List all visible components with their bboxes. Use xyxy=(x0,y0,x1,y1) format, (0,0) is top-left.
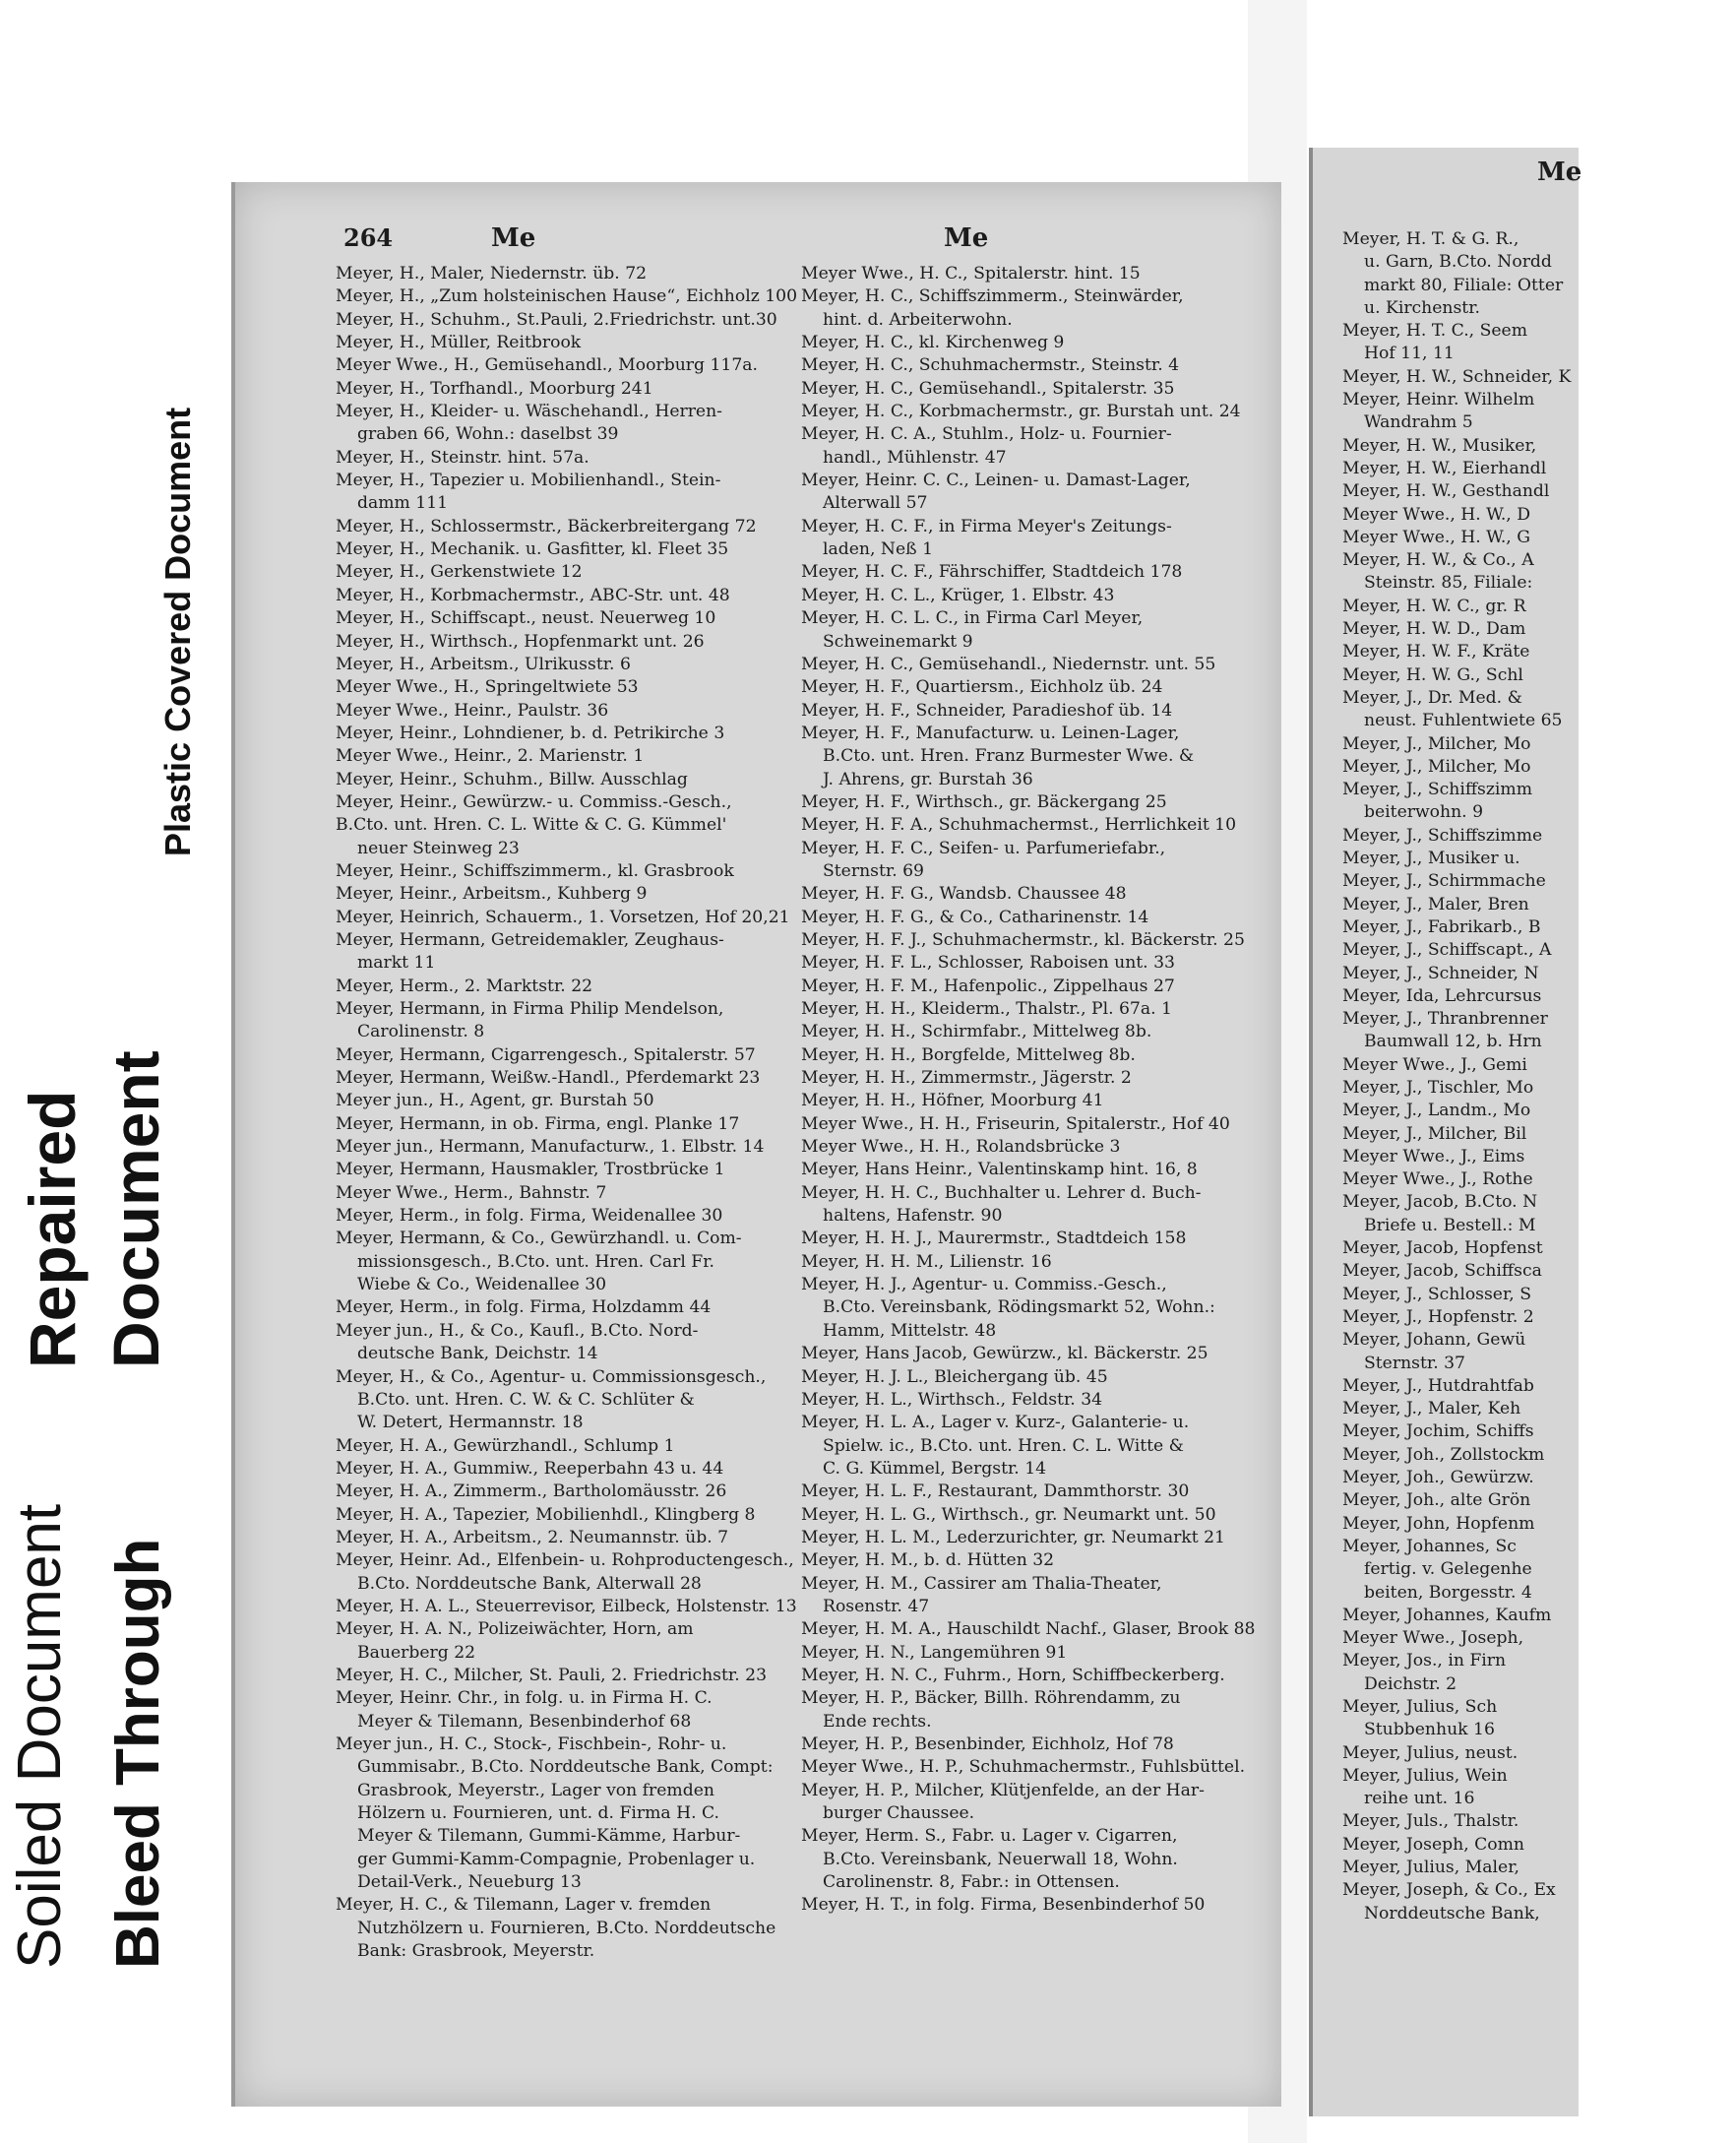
entry-continuation-line: missionsgesch., B.Cto. unt. Hren. Carl Fr. xyxy=(357,1251,715,1272)
directory-entry-line: Meyer, J., Schiffszimm xyxy=(1342,780,1532,800)
directory-entry-line: Meyer jun., H. C., Stock-, Fischbein-, Rohr- u. xyxy=(336,1734,727,1754)
entry-continuation-line: laden, Neß 1 xyxy=(823,539,934,560)
directory-entry-line: Meyer, H. F., Wirthsch., gr. Bäckergang 25 xyxy=(801,791,1167,812)
directory-entry-line: Meyer, Herm. S., Fabr. u. Lager v. Cigarren, xyxy=(801,1826,1178,1847)
entry-continuation-line: neuer Steinweg 23 xyxy=(357,838,520,858)
entry-continuation-line: Carolinenstr. 8, Fabr.: in Ottensen. xyxy=(823,1872,1120,1893)
entry-continuation-line: Rosenstr. 47 xyxy=(823,1596,930,1616)
directory-column-left xyxy=(336,263,798,1963)
entry-continuation-line: B.Cto. unt. Hren. Franz Burmester Wwe. & xyxy=(823,746,1195,767)
directory-entry-line: Meyer Wwe., Joseph, xyxy=(1342,1628,1524,1649)
entry-continuation-line: Spielw. ic., B.Cto. unt. Hren. C. L. Witte & xyxy=(823,1435,1184,1456)
directory-entry-line: Meyer, H. C. L., Krüger, 1. Elbstr. 43 xyxy=(801,585,1115,605)
directory-entry-line: Meyer, J., Milcher, Mo xyxy=(1342,756,1531,777)
entry-continuation-line: Sternstr. 37 xyxy=(1364,1353,1465,1373)
entry-continuation-line: graben 66, Wohn.: daselbst 39 xyxy=(357,424,619,445)
label-soiled-document: Soiled Document xyxy=(6,1503,74,1969)
directory-entry-line: Meyer, H. N., Langemühren 91 xyxy=(801,1642,1068,1663)
directory-entry-line: Meyer, H. C., Schiffszimmerm., Steinwärder, xyxy=(801,286,1184,307)
directory-entry-line: Meyer, H., Steinstr. hint. 57a. xyxy=(336,447,589,468)
directory-entry-line: Meyer, H. L. G., Wirthsch., gr. Neumarkt unt. 50 xyxy=(801,1504,1216,1525)
entry-continuation-line: W. Detert, Hermannstr. 18 xyxy=(357,1413,584,1433)
running-head-left: Me xyxy=(491,223,536,253)
entry-continuation-line: markt 80, Filiale: Otter xyxy=(1364,275,1564,295)
directory-entry-line: Meyer, Johann, Gewü xyxy=(1342,1330,1526,1351)
directory-entry-line: Meyer, Joseph, Comn xyxy=(1342,1834,1524,1855)
entry-continuation-line: J. Ahrens, gr. Burstah 36 xyxy=(823,769,1033,789)
scanned-page-right-partial xyxy=(1309,148,1582,2116)
directory-entry-line: Meyer, H. M. A., Hauschildt Nachf., Glaser, Brook 88 xyxy=(801,1619,1256,1640)
directory-entry-line: Meyer, Hermann, Weißw.-Handl., Pferdemarkt 23 xyxy=(336,1068,761,1089)
running-head-next-page: Me xyxy=(1537,158,1582,187)
directory-entry-line: Meyer, Hans Jacob, Gewürzw., kl. Bäckerstr. 25 xyxy=(801,1344,1209,1364)
directory-entry-line: Meyer, Ida, Lehrcursus xyxy=(1342,985,1542,1006)
directory-entry-line: Meyer, H. F., Schneider, Paradieshof üb. 14 xyxy=(801,700,1173,721)
directory-entry-line: Meyer, H. A. N., Polizeiwächter, Horn, am xyxy=(336,1619,694,1640)
directory-entry-line: Meyer, Herm., in folg. Firma, Weidenallee 30 xyxy=(336,1206,723,1227)
directory-entry-line: Meyer, Jacob, Schiffsca xyxy=(1342,1261,1542,1282)
entry-continuation-line: reihe unt. 16 xyxy=(1364,1789,1475,1809)
entry-continuation-line: Baumwall 12, b. Hrn xyxy=(1364,1032,1542,1052)
directory-entry-line: Meyer, Herm., in folg. Firma, Holzdamm 44 xyxy=(336,1297,712,1318)
directory-entry-line: Meyer, Johannes, Kaufm xyxy=(1342,1605,1552,1625)
entry-continuation-line: u. Garn, B.Cto. Nordd xyxy=(1364,252,1552,273)
directory-entry-line: Meyer, H., Schlossermstr., Bäckerbreitergang 72 xyxy=(336,516,757,536)
directory-entry-line: Meyer, H. F. M., Hafenpolic., Zippelhaus 27 xyxy=(801,976,1175,996)
directory-entry-line: Meyer, Joh., Zollstockm xyxy=(1342,1444,1545,1465)
directory-entry-line: B.Cto. unt. Hren. C. L. Witte & C. G. Kümmel' xyxy=(336,815,727,836)
entry-continuation-line: Schweinemarkt 9 xyxy=(823,631,973,652)
directory-entry-line: Meyer, Joh., alte Grön xyxy=(1342,1490,1531,1511)
directory-entry-line: Meyer, H. C., Korbmachermstr., gr. Burstah unt. 24 xyxy=(801,402,1241,422)
directory-entry-line: Meyer, Hans Heinr., Valentinskamp hint. 16, 8 xyxy=(801,1160,1198,1180)
directory-entry-line: Meyer, Heinr., Schiffszimmerm., kl. Grasbrook xyxy=(336,860,734,881)
entry-continuation-line: C. G. Kümmel, Bergstr. 14 xyxy=(823,1458,1047,1479)
directory-entry-line: Meyer, H. C., Schuhmachermstr., Steinstr. 4 xyxy=(801,355,1180,376)
directory-entry-line: Meyer, H. W. G., Schl xyxy=(1342,664,1523,685)
label-repaired-document: Document xyxy=(99,1050,172,1368)
directory-entry-line: Meyer, H. H., Kleiderm., Thalstr., Pl. 67a. 1 xyxy=(801,999,1172,1019)
directory-entry-line: Meyer, H., Mechanik. u. Gasfitter, kl. Fleet 35 xyxy=(336,539,729,560)
directory-entry-line: Meyer, H. F. C., Seifen- u. Parfumeriefabr., xyxy=(801,838,1166,858)
directory-entry-line: Meyer, H. F. G., Wandsb. Chaussee 48 xyxy=(801,884,1127,905)
directory-column-next-page xyxy=(1342,228,1736,1925)
entry-continuation-line: Stubbenhuk 16 xyxy=(1364,1720,1495,1740)
directory-entry-line: Meyer, H. P., Besenbinder, Eichholz, Hof 78 xyxy=(801,1734,1174,1754)
directory-entry-line: Meyer, J., Hopfenstr. 2 xyxy=(1342,1306,1534,1327)
entry-continuation-line: Carolinenstr. 8 xyxy=(357,1022,485,1042)
directory-entry-line: Meyer Wwe., H. W., D xyxy=(1342,504,1531,525)
directory-entry-line: Meyer, H. F., Manufacturw. u. Leinen-Lager, xyxy=(801,723,1180,743)
entry-continuation-line: Sternstr. 69 xyxy=(823,860,924,881)
entry-continuation-line: Steinstr. 85, Filiale: xyxy=(1364,573,1533,594)
directory-entry-line: Meyer, J., Maler, Bren xyxy=(1342,894,1529,914)
entry-continuation-line: Deichstr. 2 xyxy=(1364,1673,1457,1694)
entry-continuation-line: Bank: Grasbrook, Meyerstr. xyxy=(357,1941,595,1962)
directory-entry-line: Meyer, Heinr. Ad., Elfenbein- u. Rohproductengesch., xyxy=(336,1550,794,1571)
directory-entry-line: Meyer jun., Hermann, Manufacturw., 1. Elbstr. 14 xyxy=(336,1137,765,1158)
directory-entry-line: Meyer, H. A., Zimmerm., Bartholomäusstr. 26 xyxy=(336,1481,727,1502)
directory-entry-line: Meyer, H. H., Borgfelde, Mittelweg 8b. xyxy=(801,1044,1136,1065)
entry-continuation-line: Norddeutsche Bank, xyxy=(1364,1903,1540,1923)
directory-entry-line: Meyer, H. W., Schneider, K xyxy=(1342,366,1572,387)
directory-entry-line: Meyer, H. F. A., Schuhmachermst., Herrlichkeit 10 xyxy=(801,815,1237,836)
directory-entry-line: Meyer jun., H., & Co., Kaufl., B.Cto. Nord- xyxy=(336,1320,699,1341)
directory-entry-line: Meyer, H. W., & Co., A xyxy=(1342,550,1534,571)
directory-entry-line: Meyer, H. L. A., Lager v. Kurz-, Galanterie- u. xyxy=(801,1413,1190,1433)
directory-entry-line: Meyer, Heinr., Gewürzw.- u. Commiss.-Gesch., xyxy=(336,791,732,812)
directory-entry-line: Meyer Wwe., H. W., G xyxy=(1342,527,1530,547)
directory-entry-line: Meyer, Heinrich, Schauerm., 1. Vorsetzen, Hof 20,21 xyxy=(336,907,790,927)
entry-continuation-line: B.Cto. Norddeutsche Bank, Alterwall 28 xyxy=(357,1573,702,1594)
entry-continuation-line: Grasbrook, Meyerstr., Lager von fremden xyxy=(357,1780,714,1800)
directory-entry-line: Meyer, J., Hutdrahtfab xyxy=(1342,1375,1534,1396)
entry-continuation-line: B.Cto. unt. Hren. C. W. & C. Schlüter & xyxy=(357,1389,695,1410)
directory-entry-line: Meyer, H. H., Höfner, Moorburg 41 xyxy=(801,1091,1104,1111)
directory-entry-line: Meyer, Heinr. Wilhelm xyxy=(1342,390,1535,410)
directory-entry-line: Meyer, J., Schiffscapt., A xyxy=(1342,940,1552,961)
directory-entry-line: Meyer, H. W., Gesthandl xyxy=(1342,481,1550,502)
directory-entry-line: Meyer Wwe., Heinr., Paulstr. 36 xyxy=(336,700,609,721)
directory-entry-line: Meyer, H., Müller, Reitbrook xyxy=(336,333,582,353)
directory-entry-line: Meyer, H. W., Musiker, xyxy=(1342,435,1537,456)
directory-entry-line: Meyer, H. J., Agentur- u. Commiss.-Gesch., xyxy=(801,1275,1167,1295)
directory-entry-line: Meyer Wwe., Herm., Bahnstr. 7 xyxy=(336,1182,607,1203)
entry-continuation-line: handl., Mühlenstr. 47 xyxy=(823,447,1007,468)
directory-entry-line: Meyer, H., & Co., Agentur- u. Commissionsgesch., xyxy=(336,1366,767,1387)
page2-content xyxy=(1342,228,1736,1925)
directory-entry-line: Meyer Wwe., J., Rothe xyxy=(1342,1169,1533,1190)
directory-entry-line: Meyer, Heinr. Chr., in folg. u. in Firma H. C. xyxy=(336,1688,713,1709)
directory-entry-line: Meyer, J., Dr. Med. & xyxy=(1342,687,1522,708)
directory-entry-line: Meyer Wwe., H., Gemüsehandl., Moorburg 117a. xyxy=(336,355,758,376)
directory-entry-line: Meyer, H. W., Eierhandl xyxy=(1342,458,1547,478)
directory-entry-line: Meyer, H. H., Zimmermstr., Jägerstr. 2 xyxy=(801,1068,1132,1089)
directory-entry-line: Meyer, Jos., in Firn xyxy=(1342,1651,1507,1671)
condition-labels-panel xyxy=(0,0,231,2143)
entry-continuation-line: Alterwall 57 xyxy=(823,493,928,514)
directory-entry-line: Meyer, H. A., Gewürzhandl., Schlump 1 xyxy=(336,1435,675,1456)
directory-entry-line: Meyer, H. F., Quartiersm., Eichholz üb. 24 xyxy=(801,677,1163,698)
directory-entry-line: Meyer, J., Schlosser, S xyxy=(1342,1284,1532,1304)
directory-entry-line: Meyer, H. C. F., Fährschiffer, Stadtdeich 178 xyxy=(801,562,1183,583)
directory-entry-line: Meyer, H. H. M., Lilienstr. 16 xyxy=(801,1251,1052,1272)
entry-continuation-line: Nutzhölzern u. Fournieren, B.Cto. Norddeutsche xyxy=(357,1918,776,1938)
directory-entry-line: Meyer, J., Milcher, Bil xyxy=(1342,1123,1527,1144)
directory-entry-line: Meyer, H. A., Tapezier, Mobilienhdl., Klingberg 8 xyxy=(336,1504,756,1525)
entry-continuation-line: Meyer & Tilemann, Besenbinderhof 68 xyxy=(357,1711,692,1732)
directory-entry-line: Meyer, H. C., Gemüsehandl., Spitalerstr. 35 xyxy=(801,378,1175,399)
directory-entry-line: Meyer, H. J. L., Bleichergang üb. 45 xyxy=(801,1366,1108,1387)
entry-continuation-line: Gummisabr., B.Cto. Norddeutsche Bank, Compt: xyxy=(357,1757,774,1778)
directory-entry-line: Meyer, John, Hopfenm xyxy=(1342,1513,1535,1534)
directory-entry-line: Meyer Wwe., H. P., Schuhmachermstr., Fuhlsbüttel. xyxy=(801,1757,1246,1778)
directory-entry-line: Meyer, Julius, neust. xyxy=(1342,1742,1519,1763)
directory-entry-line: Meyer, H. A., Arbeitsm., 2. Neumannstr. üb. 7 xyxy=(336,1527,729,1547)
directory-entry-line: Meyer, H. M., b. d. Hütten 32 xyxy=(801,1550,1055,1571)
directory-entry-line: Meyer, H. H. C., Buchhalter u. Lehrer d. Buch- xyxy=(801,1182,1202,1203)
directory-entry-line: Meyer, Hermann, Getreidemakler, Zeughaus- xyxy=(336,929,724,950)
scanned-page-left xyxy=(231,182,1281,2107)
entry-continuation-line: ger Gummi-Kamm-Compagnie, Probenlager u. xyxy=(357,1849,756,1869)
entry-continuation-line: deutsche Bank, Deichstr. 14 xyxy=(357,1344,598,1364)
directory-entry-line: Meyer, J., Maler, Keh xyxy=(1342,1399,1521,1419)
directory-entry-line: Meyer, J., Tischler, Mo xyxy=(1342,1077,1534,1098)
directory-entry-line: Meyer, Heinr., Lohndiener, b. d. Petrikirche 3 xyxy=(336,723,725,743)
directory-entry-line: Meyer, H., Tapezier u. Mobilienhandl., Stein- xyxy=(336,471,721,491)
entry-continuation-line: Bauerberg 22 xyxy=(357,1642,476,1663)
directory-entry-line: Meyer, H. C., & Tilemann, Lager v. fremden xyxy=(336,1895,712,1916)
entry-continuation-line: neust. Fuhlentwiete 65 xyxy=(1364,711,1563,731)
directory-entry-line: Meyer, Hermann, Hausmakler, Trostbrücke 1 xyxy=(336,1160,725,1180)
entry-continuation-line: u. Kirchenstr. xyxy=(1364,297,1481,318)
directory-entry-line: Meyer, H. L., Wirthsch., Feldstr. 34 xyxy=(801,1389,1103,1410)
entry-continuation-line: beiten, Borgesstr. 4 xyxy=(1364,1582,1532,1603)
directory-entry-line: Meyer, Joseph, & Co., Ex xyxy=(1342,1880,1556,1901)
directory-entry-line: Meyer, J., Fabrikarb., B xyxy=(1342,916,1541,937)
directory-entry-line: Meyer, Joh., Gewürzw. xyxy=(1342,1468,1534,1488)
directory-entry-line: Meyer, H., Maler, Niedernstr. üb. 72 xyxy=(336,264,648,284)
directory-entry-line: Meyer Wwe., H. C., Spitalerstr. hint. 15 xyxy=(801,264,1141,284)
directory-entry-line: Meyer, H. M., Cassirer am Thalia-Theater, xyxy=(801,1573,1162,1594)
directory-entry-line: Meyer, Johannes, Sc xyxy=(1342,1536,1517,1556)
directory-entry-line: Meyer, Heinr., Arbeitsm., Kuhberg 9 xyxy=(336,884,648,905)
directory-entry-line: Meyer, H. C. A., Stuhlm., Holz- u. Fournier- xyxy=(801,424,1172,445)
directory-entry-line: Meyer Wwe., Heinr., 2. Marienstr. 1 xyxy=(336,746,645,767)
label-plastic-covered: Plastic Covered Document xyxy=(157,407,198,856)
entry-continuation-line: markt 11 xyxy=(357,953,436,974)
directory-entry-line: Meyer, H., Wirthsch., Hopfenmarkt unt. 26 xyxy=(336,631,705,652)
directory-entry-line: Meyer, Julius, Sch xyxy=(1342,1697,1498,1717)
directory-entry-line: Meyer, Hermann, in ob. Firma, engl. Planke 17 xyxy=(336,1113,740,1134)
directory-entry-line: Meyer, Jacob, Hopfenst xyxy=(1342,1238,1543,1259)
directory-entry-line: Meyer, H. N. C., Fuhrm., Horn, Schiffbeckerberg. xyxy=(801,1665,1225,1685)
directory-entry-line: Meyer, H. P., Milcher, Klütjenfelde, an der Har- xyxy=(801,1780,1205,1800)
directory-entry-line: Meyer, H., Schuhm., St.Pauli, 2.Friedrichstr. unt.30 xyxy=(336,309,777,330)
directory-entry-line: Meyer, Jacob, B.Cto. N xyxy=(1342,1192,1538,1213)
directory-entry-line: Meyer, H. T., in folg. Firma, Besenbinderhof 50 xyxy=(801,1895,1206,1916)
entry-continuation-line: burger Chaussee. xyxy=(823,1803,975,1824)
entry-continuation-line: Briefe u. Bestell.: M xyxy=(1364,1215,1536,1235)
directory-entry-line: Meyer Wwe., J., Eims xyxy=(1342,1146,1525,1166)
entry-continuation-line: Hof 11, 11 xyxy=(1364,344,1455,364)
directory-entry-line: Meyer, Heinr. C. C., Leinen- u. Damast-Lager, xyxy=(801,471,1191,491)
directory-entry-line: Meyer, H. C. L. C., in Firma Carl Meyer, xyxy=(801,608,1144,629)
running-head-right: Me xyxy=(944,223,989,253)
directory-column-right xyxy=(801,263,1259,1918)
entry-continuation-line: fertig. v. Gelegenhe xyxy=(1364,1559,1532,1580)
entry-continuation-line: Ende rechts. xyxy=(823,1711,932,1732)
directory-entry-line: Meyer, H. A., Gummiw., Reeperbahn 43 u. 44 xyxy=(336,1458,724,1479)
entry-continuation-line: hint. d. Arbeiterwohn. xyxy=(823,309,1013,330)
directory-entry-line: Meyer, H. L. M., Lederzurichter, gr. Neumarkt 21 xyxy=(801,1527,1225,1547)
directory-entry-line: Meyer, J., Thranbrenner xyxy=(1342,1009,1548,1030)
directory-entry-line: Meyer Wwe., J., Gemi xyxy=(1342,1054,1527,1075)
directory-entry-line: Meyer, H. C., kl. Kirchenweg 9 xyxy=(801,333,1065,353)
directory-entry-line: Meyer, H., Gerkenstwiete 12 xyxy=(336,562,583,583)
directory-entry-line: Meyer, J., Milcher, Mo xyxy=(1342,733,1531,754)
directory-entry-line: Meyer, H. A. L., Steuerrevisor, Eilbeck, Holstenstr. 13 xyxy=(336,1596,797,1616)
directory-entry-line: Meyer, H. L. F., Restaurant, Dammthorstr. 30 xyxy=(801,1481,1190,1502)
entry-continuation-line: Hamm, Mittelstr. 48 xyxy=(823,1320,997,1341)
directory-entry-line: Meyer, H. C., Gemüsehandl., Niedernstr. unt. 55 xyxy=(801,654,1216,674)
entry-continuation-line: Hölzern u. Fournieren, unt. d. Firma H. C. xyxy=(357,1803,720,1824)
directory-entry-line: Meyer, H. W. D., Dam xyxy=(1342,619,1526,640)
directory-entry-line: Meyer, H. H. J., Maurermstr., Stadtdeich 158 xyxy=(801,1229,1187,1249)
directory-entry-line: Meyer, H., „Zum holsteinischen Hause“, Eichholz 100 xyxy=(336,286,798,307)
directory-entry-line: Meyer, H., Torfhandl., Moorburg 241 xyxy=(336,378,653,399)
directory-entry-line: Meyer, Juls., Thalstr. xyxy=(1342,1811,1519,1832)
label-bleed-through: Bleed Through xyxy=(104,1538,172,1969)
directory-entry-line: Meyer, H., Kleider- u. Wäschehandl., Herren- xyxy=(336,402,722,422)
directory-entry-line: Meyer, J., Schneider, N xyxy=(1342,963,1539,983)
directory-entry-line: Meyer Wwe., H. H., Friseurin, Spitalerstr., Hof 40 xyxy=(801,1113,1230,1134)
directory-entry-line: Meyer, H., Arbeitsm., Ulrikusstr. 6 xyxy=(336,654,631,674)
directory-entry-line: Meyer, H. H., Schirmfabr., Mittelweg 8b. xyxy=(801,1022,1152,1042)
directory-entry-line: Meyer, H. W. C., gr. R xyxy=(1342,596,1526,616)
directory-entry-line: Meyer, H. C. F., in Firma Meyer's Zeitungs- xyxy=(801,516,1172,536)
directory-entry-line: Meyer, Julius, Wein xyxy=(1342,1765,1508,1786)
directory-entry-line: Meyer, J., Schiffszimme xyxy=(1342,825,1543,846)
directory-entry-line: Meyer, Julius, Maler, xyxy=(1342,1858,1519,1878)
entry-continuation-line: Meyer & Tilemann, Gummi-Kämme, Harbur- xyxy=(357,1826,741,1847)
directory-entry-line: Meyer Wwe., H., Springeltwiete 53 xyxy=(336,677,639,698)
directory-entry-line: Meyer, Jochim, Schiffs xyxy=(1342,1421,1534,1442)
entry-continuation-line: B.Cto. Vereinsbank, Rödingsmarkt 52, Wohn.: xyxy=(823,1297,1215,1318)
directory-entry-line: Meyer, J., Schirmmache xyxy=(1342,871,1546,892)
directory-entry-line: Meyer, H. F. J., Schuhmachermstr., kl. Bäckerstr. 25 xyxy=(801,929,1245,950)
page-content xyxy=(336,223,1256,1962)
entry-continuation-line: Detail-Verk., Neueburg 13 xyxy=(357,1872,582,1893)
directory-entry-line: Meyer Wwe., H. H., Rolandsbrücke 3 xyxy=(801,1137,1121,1158)
entry-continuation-line: beiterwohn. 9 xyxy=(1364,802,1484,823)
directory-entry-line: Meyer, H. T. C., Seem xyxy=(1342,321,1528,342)
page-number: 264 xyxy=(343,223,394,252)
directory-entry-line: Meyer, Herm., 2. Marktstr. 22 xyxy=(336,976,593,996)
entry-continuation-line: haltens, Hafenstr. 90 xyxy=(823,1206,1003,1227)
directory-entry-line: Meyer, H. W. F., Kräte xyxy=(1342,642,1530,662)
label-repaired: Repaired xyxy=(16,1090,89,1368)
directory-entry-line: Meyer, H., Schiffscapt., neust. Neuerweg 10 xyxy=(336,608,716,629)
entry-continuation-line: B.Cto. Vereinsbank, Neuerwall 18, Wohn. xyxy=(823,1849,1178,1869)
directory-entry-line: Meyer, H. T. & G. R., xyxy=(1342,229,1519,249)
directory-entry-line: Meyer, J., Musiker u. xyxy=(1342,849,1520,869)
directory-entry-line: Meyer, H. F. G., & Co., Catharinenstr. 14 xyxy=(801,907,1149,927)
directory-entry-line: Meyer, Hermann, Cigarrengesch., Spitalerstr. 57 xyxy=(336,1044,756,1065)
directory-entry-line: Meyer, H. F. L., Schlosser, Raboisen unt. 33 xyxy=(801,953,1175,974)
entry-continuation-line: Wiebe & Co., Weidenallee 30 xyxy=(357,1275,607,1295)
directory-entry-line: Meyer, Hermann, in Firma Philip Mendelson, xyxy=(336,999,724,1019)
directory-entry-line: Meyer, Hermann, & Co., Gewürzhandl. u. Com- xyxy=(336,1229,742,1249)
directory-entry-line: Meyer, H. C., Milcher, St. Pauli, 2. Friedrichstr. 23 xyxy=(336,1665,768,1685)
directory-entry-line: Meyer, H., Korbmachermstr., ABC-Str. unt. 48 xyxy=(336,585,730,605)
page-header xyxy=(343,223,1249,263)
directory-entry-line: Meyer jun., H., Agent, gr. Burstah 50 xyxy=(336,1091,654,1111)
entry-continuation-line: Wandrahm 5 xyxy=(1364,412,1473,433)
directory-entry-line: Meyer, H. P., Bäcker, Billh. Röhrendamm, zu xyxy=(801,1688,1181,1709)
directory-entry-line: Meyer, J., Landm., Mo xyxy=(1342,1101,1531,1121)
entry-continuation-line: damm 111 xyxy=(357,493,449,514)
directory-entry-line: Meyer, Heinr., Schuhm., Billw. Ausschlag xyxy=(336,769,688,789)
